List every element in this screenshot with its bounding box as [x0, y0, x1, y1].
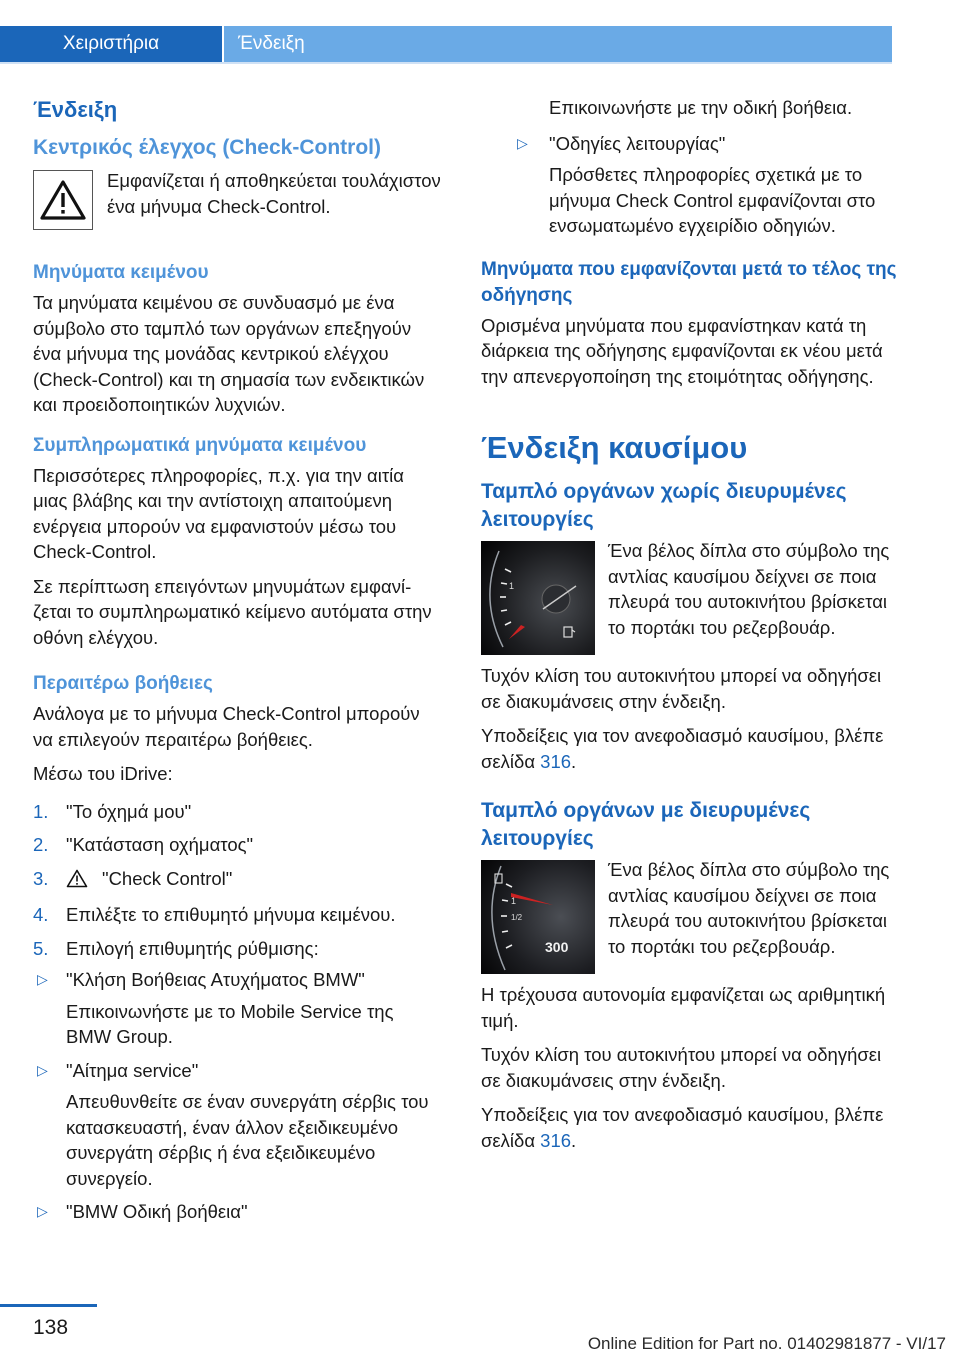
top-nav	[0, 0, 960, 62]
refuel-ref-text: Υποδείξεις για τον ανεφοδιασμό καυσίμου, βλέπε σελίδα	[481, 725, 884, 772]
extended-tilt-note: Τυχόν κλίση του αυτοκινήτου μπορεί να οδηγήσει σε διακυμάνσεις στην ένδειξη.	[481, 1044, 882, 1091]
supplementary-heading: Συμπληρωματικά μηνύματα κειμένου	[33, 434, 367, 456]
list-item	[33, 866, 443, 895]
right-column	[481, 95, 901, 1162]
gauge-range-value: 300	[545, 939, 569, 955]
list-item	[33, 967, 443, 1050]
further-help-heading: Περαιτέρω βοήθειες	[33, 673, 213, 694]
list-item	[33, 1199, 443, 1225]
step-number: 1.	[33, 800, 49, 822]
step-text: "Το όχημά μου"	[66, 800, 192, 822]
list-item	[33, 902, 443, 928]
tab-controls-label: Χειριστήρια	[62, 33, 160, 54]
options-list	[33, 967, 443, 1225]
page-link[interactable]: 316	[540, 1129, 572, 1151]
supplementary-body-1: Περισσότερες πληροφορίες, π.χ. για την αιτία μιας βλάβης και την αντίστοιχη απαιτούμενη ενέργεια μπορούν να εμφανιστούν μέσω του Check-Control.	[33, 464, 404, 562]
check-control-heading: Κεντρικός έλεγχος (Check-Control)	[33, 136, 381, 159]
gauge-full-mark: 1	[511, 896, 517, 906]
steps-list	[33, 799, 443, 1225]
guide-desc: Πρόσθετες πληροφορίες σχετικά με το μήνυμα Check Control εμφανίζονται στο ενσωματωμένο εγχειρίδιο οδηγιών.	[549, 164, 876, 236]
list-item	[33, 832, 443, 858]
fuel-gauge-image	[481, 541, 595, 655]
option-title: "BMW Οδική βοήθεια"	[66, 1201, 248, 1222]
list-item	[33, 799, 443, 825]
step-number: 3.	[33, 867, 49, 889]
text-messages-heading: Μηνύματα κειμένου	[33, 262, 209, 283]
list-item	[513, 131, 901, 239]
triangle-bullet-icon: ▷	[37, 1061, 48, 1078]
option-desc: Επικοινωνήστε με το Mobile Service της BMW Group.	[66, 1000, 394, 1047]
triangle-bullet-icon: ▷	[517, 134, 528, 151]
text-messages-body: Τα μηνύματα κειμένου σε συνδυασμό με ένα σύμβολο στο ταμπλό των οργάνων επεξηγούν ένα μήνυμα της μονάδας κεντρικού ελέγχου (Check-Control) και τη σημασία των ενδεικτικών και προειδοποιητικών λυχνιών.	[33, 292, 425, 415]
step-number: 4.	[33, 904, 49, 925]
roadside-desc: Επικοινωνήστε με την οδική βοήθεια.	[549, 97, 853, 118]
basic-refuel-note: Υποδείξεις για τον ανεφοδιασμό καυσίμου, βλέπε σελίδα 316.	[481, 725, 884, 772]
fuel-display-heading: Ένδειξη καυσίμου	[481, 430, 748, 465]
page-link[interactable]: 316	[540, 750, 572, 772]
gauge-block-basic	[481, 538, 901, 655]
no-extended-heading: Ταμπλό οργάνων χωρίς διευρυμένες λειτουργίες	[481, 480, 847, 531]
triangle-bullet-icon: ▷	[37, 971, 48, 987]
further-help-body: Ανάλογα με το μήνυμα Check-Control μπορούν να επιλεγούν περαιτέρω βοήθειες.	[33, 703, 420, 750]
edition-footer: Online Edition for Part no. 01402981877 - VI/17	[587, 1334, 946, 1353]
gauge-block-extended	[481, 857, 901, 974]
option-title: "Κλήση Βοήθειας Ατυχήματος BMW"	[66, 969, 365, 990]
guide-list	[481, 131, 901, 239]
section-title: Ένδειξη	[33, 97, 118, 122]
warning-block	[33, 168, 443, 230]
option-desc: Απευθυνθείτε σε έναν συνεργάτη σέρβις του κατασκευαστή, έναν άλλον εξειδικευμένο συνεργάτη σέρβις ή ένα εξειδικευμένο συνεργείο.	[66, 1091, 429, 1189]
warning-text: Εμφανίζεται ή αποθηκεύεται τουλάχιστον ένα μήνυμα Check-Control.	[107, 170, 441, 217]
range-note: Η τρέχουσα αυτονομία εμφανίζεται ως αριθμητική τιμή.	[481, 984, 886, 1031]
list-item	[33, 1058, 443, 1192]
gauge-full-mark: 1	[509, 581, 515, 591]
header-divider	[0, 62, 892, 64]
guide-title: "Οδηγίες λειτουργίας"	[549, 132, 726, 154]
warning-triangle-icon	[33, 170, 93, 230]
step-text: "Κατάσταση οχήματος"	[66, 834, 254, 855]
refuel-ref-text: Υποδείξεις για τον ανεφοδιασμό καυσίμου, βλέπε σελίδα	[481, 1104, 884, 1151]
via-idrive: Μέσω του iDrive:	[33, 763, 173, 784]
step-number: 5.	[33, 937, 49, 959]
step-number: 2.	[33, 834, 49, 855]
extended-heading: Ταμπλό οργάνων με διευρυμένες λειτουργίες	[481, 799, 811, 850]
step-text: "Check Control"	[102, 867, 233, 889]
option-title: "Αίτημα service"	[66, 1059, 199, 1081]
extended-gauge-text: Ένα βέλος δίπλα στο σύμβολο της αντλίας καυσίμου δείχνει σε ποια πλευρά του αυτοκινήτου βρίσκεται το πορτάκι του ρεζερβουάρ.	[608, 859, 890, 957]
list-item	[33, 936, 443, 1225]
extended-refuel-note: Υποδείξεις για τον ανεφοδιασμό καυσίμου, βλέπε σελίδα 316.	[481, 1104, 884, 1151]
triangle-bullet-icon: ▷	[37, 1203, 48, 1219]
tab-controls[interactable]	[0, 26, 222, 62]
page-number-rule	[0, 1304, 97, 1307]
page-number: 138	[33, 1316, 69, 1339]
step-text: Επιλέξτε το επιθυμητό μήνυμα κειμένου.	[66, 904, 396, 925]
left-column	[33, 95, 443, 1233]
tab-display[interactable]	[224, 26, 892, 62]
supplementary-body-2: Σε περίπτωση επειγόντων μηνυμάτων εμφανίζεται το συμπληρωματικό κείμενο αυτόματα στην οθόνη ελέγχου.	[33, 575, 432, 648]
tab-display-label: Ένδειξη	[238, 33, 305, 54]
basic-gauge-text: Ένα βέλος δίπλα στο σύμβολο της αντλίας καυσίμου δείχνει σε ποια πλευρά του αυτοκινήτου βρίσκεται το πορτάκι του ρεζερβουάρ.	[608, 540, 890, 638]
basic-tilt-note: Τυχόν κλίση του αυτοκινήτου μπορεί να οδηγήσει σε διακυμάνσεις στην ένδειξη.	[481, 665, 882, 712]
after-driving-heading: Μηνύματα που εμφανίζονται μετά το τέλος της οδήγησης	[481, 258, 897, 306]
fuel-gauge-extended-image	[481, 860, 595, 974]
warning-icon	[66, 869, 88, 895]
after-driving-body: Ορισμένα μηνύματα που εμφανίστηκαν κατά τη διάρκεια της οδήγησης εμφανίζονται εκ νέου μετά την απενεργοποίηση της ετοιμότητας οδήγησης.	[481, 314, 883, 387]
gauge-half-mark: 1/2	[511, 913, 523, 922]
step-text: Επιλογή επιθυμητής ρύθμισης:	[66, 937, 319, 959]
